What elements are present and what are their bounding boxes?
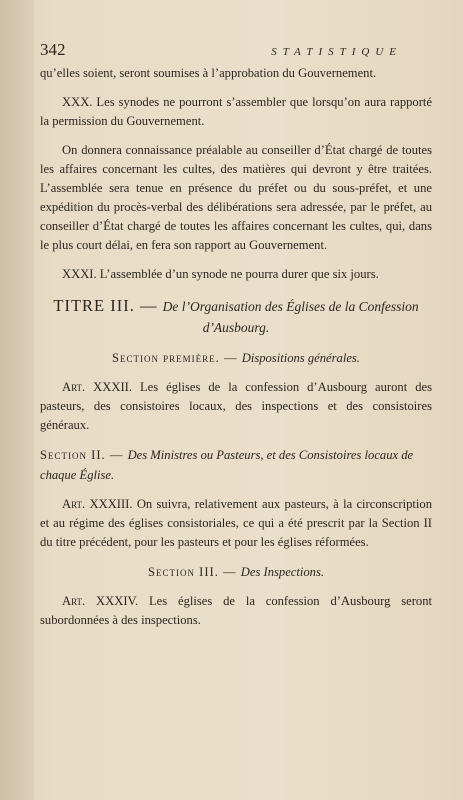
titre-heading: [40, 296, 432, 338]
titre-subtitle: De l’Organisation des Églises de la Confession d’Ausbourg.: [162, 299, 419, 335]
section-heading-1: [40, 348, 432, 368]
paragraph-article-31: XXXI. L’assemblée d’un synode ne pourra durer que six jours.: [62, 267, 379, 281]
running-title: STATISTIQUE: [271, 46, 402, 58]
article-text: Les églises de la confession d’Ausbourg auront des pasteurs, des consistoires locaux, des inspections et des consistoires généraux.: [40, 380, 432, 432]
article-text: Les églises de la confession d’Ausbourg seront subordonnées à des inspections.: [40, 594, 432, 627]
section-label: Section II. —: [40, 448, 128, 462]
paragraph-article-32: [40, 378, 432, 435]
page-content: [40, 40, 432, 630]
paragraph-article-30: XXX. Les synodes ne pourront s’assembler que lorsqu’on aura rapporté la permission du Gouvernement.: [40, 95, 432, 128]
paragraph-notification: On donnera connaissance préalable au conseiller d’État chargé de toutes les affaires concernant les cultes, des matières qui devront y être traitées. L’assemblée sera tenue en présence du préfet ou du sous-préfet, et une expédition du procès-verbal des délibérations sera adressée, par le préfet, au conseiller d’État chargé de toutes les affaires concernant les cultes, qui, dans le plus court délai, en fera son rapport au Gouvernement.: [40, 143, 432, 252]
article-label: Art. XXXIII.: [62, 497, 133, 511]
paragraph-article-33: [40, 495, 432, 552]
section-label: Section première. —: [112, 351, 242, 365]
section-heading-2: [40, 445, 432, 485]
paragraph-continuation: qu’elles soient, seront soumises à l’approbation du Gouvernement.: [40, 66, 377, 80]
page-number: 342: [40, 40, 66, 59]
section-title: Dispositions générales.: [241, 351, 360, 365]
article-label: Art. XXXIV.: [62, 594, 139, 608]
section-title: Des Ministres ou Pasteurs, et des Consistoires locaux de chaque Église.: [40, 448, 414, 482]
paragraph-article-34: [40, 592, 432, 630]
page-gutter: [0, 0, 34, 800]
article-text: On suivra, relativement aux pasteurs, à la circonscription et au régime des églises consistoriales, ce qui a été prescrit par la Section II du titre précédent, pour les pasteurs et pour les églises réformées.: [40, 497, 432, 549]
article-label: Art. XXXII.: [62, 380, 132, 394]
section-heading-3: [40, 562, 432, 582]
titre-label: TITRE III. —: [53, 296, 163, 315]
section-title: Des Inspections.: [240, 565, 325, 579]
section-label: Section III. —: [147, 565, 241, 579]
running-header: [40, 40, 432, 60]
